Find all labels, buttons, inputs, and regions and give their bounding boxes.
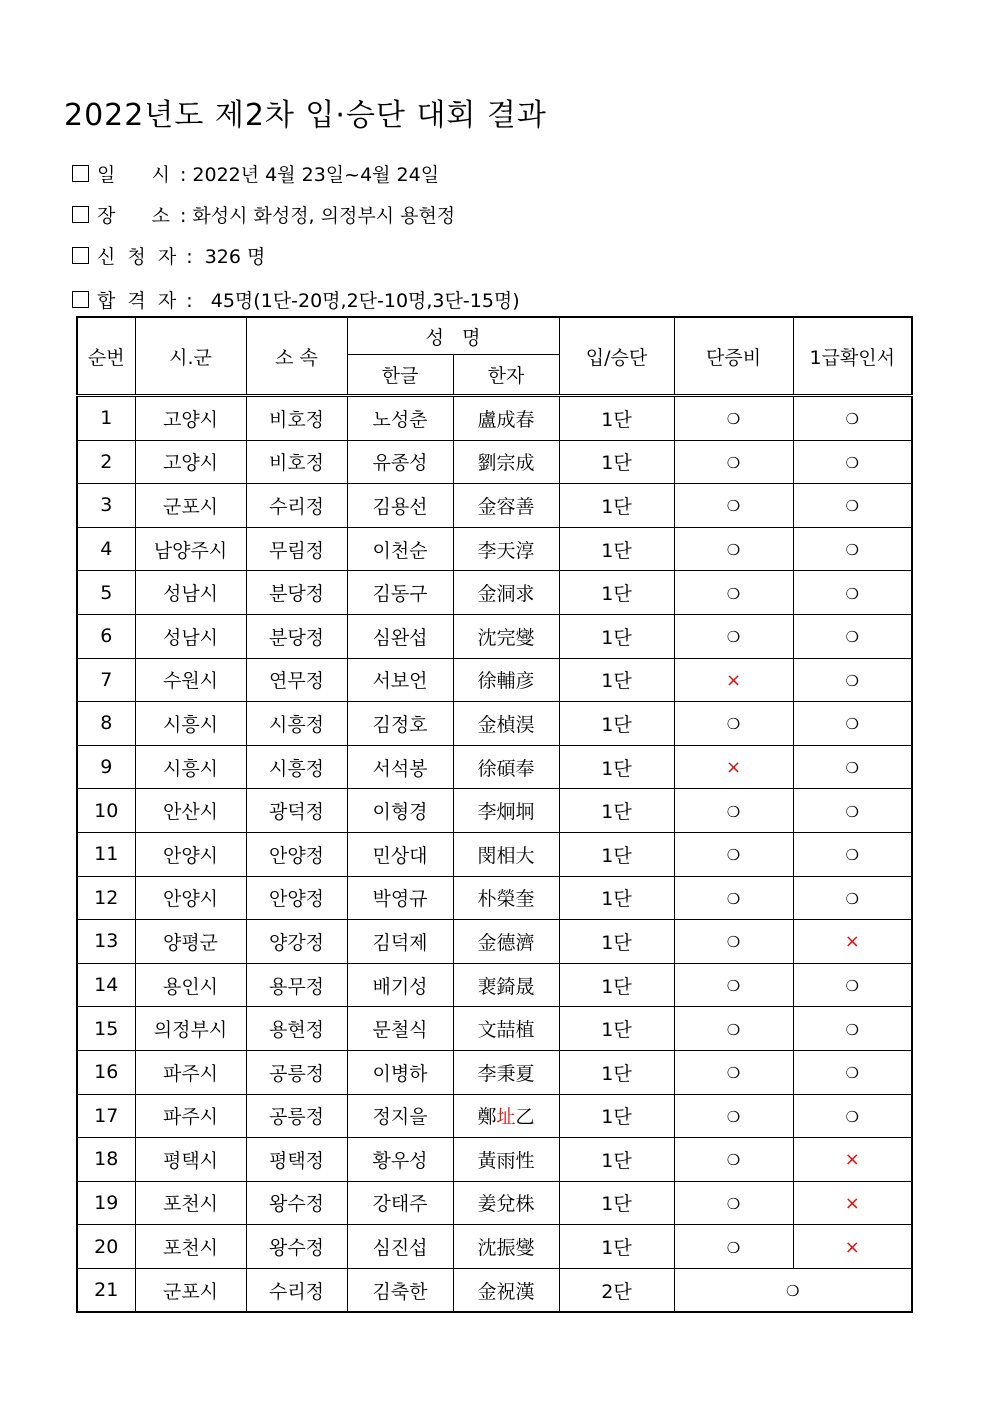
- cell-confirm: [793, 571, 912, 615]
- cell-hanja: 朴榮奎: [453, 876, 559, 920]
- cell-rank: 1단: [559, 484, 674, 528]
- cell-club: 수리정: [246, 1268, 347, 1312]
- circle-mark-icon: ❍: [726, 410, 741, 429]
- cell-hangul: 노성춘: [347, 396, 453, 441]
- cell-hanja: 金容善: [453, 484, 559, 528]
- cell-city: 남양주시: [135, 527, 246, 571]
- cell-club: 분당정: [246, 571, 347, 615]
- circle-mark-icon: ❍: [845, 1064, 859, 1083]
- cell-fee: [674, 876, 793, 920]
- circle-mark-icon: ❍: [726, 497, 741, 516]
- info-label: 장 소: [97, 205, 170, 227]
- cell-hangul: 김덕제: [347, 920, 453, 964]
- cell-hanja: 裵錡晟: [453, 963, 559, 1007]
- header-hangul: 한글: [347, 355, 453, 396]
- cell-fee: [674, 1138, 793, 1182]
- cell-hanja: 李炯坰: [453, 789, 559, 833]
- cell-no: 8: [77, 702, 135, 746]
- circle-mark-icon: ❍: [726, 1238, 741, 1257]
- circle-mark-icon: ❍: [845, 846, 859, 865]
- checkbox-square-icon: [72, 291, 89, 308]
- circle-mark-icon: ❍: [726, 977, 741, 996]
- cell-fee: [674, 1225, 793, 1269]
- cell-hangul: 박영규: [347, 876, 453, 920]
- cell-hangul: 정지을: [347, 1094, 453, 1138]
- circle-mark-icon: ❍: [845, 541, 859, 560]
- cell-hangul: 강태주: [347, 1181, 453, 1225]
- cell-rank: 1단: [559, 1225, 674, 1269]
- circle-mark-icon: ❍: [845, 1020, 859, 1039]
- cell-rank: 1단: [559, 571, 674, 615]
- cell-no: 13: [77, 920, 135, 964]
- cell-city: 성남시: [135, 571, 246, 615]
- cell-hanja: 鄭址乙: [453, 1094, 559, 1138]
- cell-fee: [674, 832, 793, 876]
- cross-mark-icon: ×: [725, 757, 742, 779]
- cell-hangul: 이병하: [347, 1050, 453, 1094]
- table-row: [77, 658, 912, 702]
- checkbox-square-icon: [72, 247, 89, 264]
- cell-no: 10: [77, 789, 135, 833]
- circle-mark-icon: ❍: [845, 759, 859, 778]
- info-value: : 2022년 4월 23일~4월 24일: [179, 164, 440, 186]
- cell-fee: [674, 396, 793, 441]
- header-hanja: 한자: [453, 355, 559, 396]
- cell-confirm: [793, 440, 912, 484]
- circle-mark-icon: ❍: [726, 933, 741, 952]
- page-title: 2022년도 제2차 입·승단 대회 결과: [64, 98, 547, 133]
- cell-hangul: 김축한: [347, 1268, 453, 1312]
- cell-city: 안양시: [135, 876, 246, 920]
- info-value: : 화성시 화성정, 의정부시 용현정: [179, 205, 456, 227]
- cell-rank: 1단: [559, 876, 674, 920]
- header-affiliation: 소 속: [246, 317, 347, 396]
- cell-fee: [674, 1050, 793, 1094]
- cell-club: 안양정: [246, 876, 347, 920]
- cell-club: 양강정: [246, 920, 347, 964]
- cell-club: 용현정: [246, 1007, 347, 1051]
- table-row: [77, 1225, 912, 1269]
- cell-confirm: [793, 963, 912, 1007]
- table-row: [77, 963, 912, 1007]
- cell-hanja: 姜兌株: [453, 1181, 559, 1225]
- cell-hanja: 沈完燮: [453, 614, 559, 658]
- cell-hanja: 閔相大: [453, 832, 559, 876]
- cell-city: 시흥시: [135, 702, 246, 746]
- cell-fee: [674, 658, 793, 702]
- cell-city: 성남시: [135, 614, 246, 658]
- circle-mark-icon: ❍: [726, 584, 741, 603]
- cell-rank: 1단: [559, 1181, 674, 1225]
- cell-fee: [674, 1007, 793, 1051]
- cell-fee: [674, 527, 793, 571]
- cell-city: 양평군: [135, 920, 246, 964]
- table-row: [77, 1138, 912, 1182]
- cell-confirm: [793, 1181, 912, 1225]
- cell-rank: 1단: [559, 1007, 674, 1051]
- cell-confirm: [793, 702, 912, 746]
- circle-mark-icon: ❍: [845, 628, 859, 647]
- cell-hangul: 김용선: [347, 484, 453, 528]
- cell-city: 용인시: [135, 963, 246, 1007]
- circle-mark-icon: ❍: [726, 715, 741, 734]
- info-value: : 326 명: [186, 246, 266, 268]
- cell-hangul: 이형경: [347, 789, 453, 833]
- circle-mark-icon: ❍: [845, 584, 859, 603]
- cell-hanja: 金楨淏: [453, 702, 559, 746]
- cell-hangul: 유종성: [347, 440, 453, 484]
- cell-city: 안양시: [135, 832, 246, 876]
- circle-mark-icon: ❍: [845, 671, 859, 690]
- cell-club: 비호정: [246, 396, 347, 441]
- cell-no: 20: [77, 1225, 135, 1269]
- cell-fee: [674, 1094, 793, 1138]
- table-row: [77, 527, 912, 571]
- info-line: [72, 160, 439, 187]
- cell-no: 5: [77, 571, 135, 615]
- cell-rank: 1단: [559, 702, 674, 746]
- cell-rank: 1단: [559, 789, 674, 833]
- cell-confirm: [793, 1094, 912, 1138]
- cross-mark-icon: ×: [844, 1192, 860, 1214]
- circle-mark-icon: ❍: [786, 1282, 800, 1301]
- cell-hangul: 서보언: [347, 658, 453, 702]
- circle-mark-icon: ❍: [726, 846, 741, 865]
- circle-mark-icon: ❍: [726, 541, 741, 560]
- cell-hanja: 文喆植: [453, 1007, 559, 1051]
- circle-mark-icon: ❍: [845, 453, 859, 472]
- circle-mark-icon: ❍: [726, 1020, 741, 1039]
- table-row: [77, 1050, 912, 1094]
- cell-club: 수리정: [246, 484, 347, 528]
- info-label: 일 시: [97, 164, 170, 186]
- cell-club: 광덕정: [246, 789, 347, 833]
- circle-mark-icon: ❍: [726, 453, 741, 472]
- cell-no: 11: [77, 832, 135, 876]
- cell-hanja: 沈振燮: [453, 1225, 559, 1269]
- cell-club: 무림정: [246, 527, 347, 571]
- cell-no: 12: [77, 876, 135, 920]
- info-line: [72, 286, 520, 313]
- cell-rank: 1단: [559, 527, 674, 571]
- circle-mark-icon: ❍: [845, 889, 859, 908]
- cell-confirm: [793, 1225, 912, 1269]
- cell-hangul: 김동구: [347, 571, 453, 615]
- cell-club: 비호정: [246, 440, 347, 484]
- circle-mark-icon: ❍: [726, 889, 741, 908]
- cell-no: 2: [77, 440, 135, 484]
- info-value: : 45명(1단-20명,2단-10명,3단-15명): [186, 290, 520, 312]
- table-row: [77, 832, 912, 876]
- cell-no: 6: [77, 614, 135, 658]
- header-rank: 입/승단: [559, 317, 674, 396]
- info-line: [72, 201, 455, 228]
- circle-mark-icon: ❍: [726, 1151, 741, 1170]
- cell-rank: 1단: [559, 396, 674, 441]
- cell-hanja: 金祝漢: [453, 1268, 559, 1312]
- header-city: 시.군: [135, 317, 246, 396]
- circle-mark-icon: ❍: [726, 1194, 741, 1213]
- cell-hangul: 민상대: [347, 832, 453, 876]
- table-row: [77, 1268, 912, 1312]
- table-row: [77, 702, 912, 746]
- cell-fee: [674, 571, 793, 615]
- cell-fee: [674, 745, 793, 789]
- cell-hanja: 盧成春: [453, 396, 559, 441]
- table-row: [77, 396, 912, 441]
- checkbox-square-icon: [72, 165, 89, 182]
- cell-confirm: [793, 1050, 912, 1094]
- cell-fee: [674, 920, 793, 964]
- cell-hangul: 서석봉: [347, 745, 453, 789]
- cell-fee: [674, 963, 793, 1007]
- cell-club: 왕수정: [246, 1181, 347, 1225]
- cell-confirm: [793, 1007, 912, 1051]
- cell-hangul: 황우성: [347, 1138, 453, 1182]
- cell-no: 1: [77, 396, 135, 441]
- highlighted-char: 址: [496, 1106, 516, 1129]
- cell-confirm: [793, 527, 912, 571]
- info-label: 신 청 자: [97, 246, 177, 268]
- cell-hangul: 문철식: [347, 1007, 453, 1051]
- table-row: [77, 484, 912, 528]
- circle-mark-icon: ❍: [845, 977, 859, 996]
- cell-hanja: 李秉夏: [453, 1050, 559, 1094]
- cross-mark-icon: ×: [844, 931, 860, 953]
- table-row: [77, 571, 912, 615]
- table-row: [77, 1181, 912, 1225]
- cross-mark-icon: ×: [844, 1149, 860, 1171]
- circle-mark-icon: ❍: [726, 628, 741, 647]
- cell-rank: 1단: [559, 832, 674, 876]
- cell-confirm: [793, 396, 912, 441]
- cell-club: 공릉정: [246, 1094, 347, 1138]
- info-label: 합 격 자: [97, 290, 177, 312]
- table-row: [77, 876, 912, 920]
- cell-confirm: [793, 484, 912, 528]
- cell-no: 3: [77, 484, 135, 528]
- cell-rank: 1단: [559, 1050, 674, 1094]
- cell-rank: 2단: [559, 1268, 674, 1312]
- cell-confirm: [793, 614, 912, 658]
- cell-hanja: 金德濟: [453, 920, 559, 964]
- cell-fee: [674, 440, 793, 484]
- cell-city: 군포시: [135, 484, 246, 528]
- cell-club: 분당정: [246, 614, 347, 658]
- header-fee: 단증비: [674, 317, 793, 396]
- cell-fee: [674, 789, 793, 833]
- cell-city: 안산시: [135, 789, 246, 833]
- cross-mark-icon: ×: [725, 669, 742, 691]
- cell-fee: [674, 614, 793, 658]
- cell-confirm: [793, 658, 912, 702]
- cell-no: 16: [77, 1050, 135, 1094]
- circle-mark-icon: ❍: [845, 410, 859, 429]
- cell-confirm: [793, 1138, 912, 1182]
- cell-city: 포천시: [135, 1225, 246, 1269]
- circle-mark-icon: ❍: [845, 802, 859, 821]
- checkbox-square-icon: [72, 206, 89, 223]
- cell-hangul: 심완섭: [347, 614, 453, 658]
- cell-club: 시흥정: [246, 702, 347, 746]
- cell-hanja: 徐碩奉: [453, 745, 559, 789]
- circle-mark-icon: ❍: [726, 1064, 741, 1083]
- cell-confirm: [793, 832, 912, 876]
- circle-mark-icon: ❍: [726, 1107, 741, 1126]
- cell-club: 용무정: [246, 963, 347, 1007]
- cell-city: 파주시: [135, 1050, 246, 1094]
- cell-no: 19: [77, 1181, 135, 1225]
- cell-club: 시흥정: [246, 745, 347, 789]
- cell-hanja: 劉宗成: [453, 440, 559, 484]
- cell-hangul: 이천순: [347, 527, 453, 571]
- cell-city: 고양시: [135, 396, 246, 441]
- cell-rank: 1단: [559, 1094, 674, 1138]
- cell-city: 파주시: [135, 1094, 246, 1138]
- circle-mark-icon: ❍: [845, 497, 859, 516]
- cell-confirm: [793, 920, 912, 964]
- cell-club: 공릉정: [246, 1050, 347, 1094]
- cell-city: 시흥시: [135, 745, 246, 789]
- cell-rank: 1단: [559, 658, 674, 702]
- cell-fee: [674, 484, 793, 528]
- header-name: 성 명: [347, 317, 559, 355]
- cell-rank: 1단: [559, 440, 674, 484]
- cell-hanja: 李天淳: [453, 527, 559, 571]
- cell-no: 15: [77, 1007, 135, 1051]
- table-row: [77, 920, 912, 964]
- cell-club: 왕수정: [246, 1225, 347, 1269]
- cell-rank: 1단: [559, 920, 674, 964]
- circle-mark-icon: ❍: [845, 1107, 859, 1126]
- info-line: [72, 242, 265, 269]
- cell-rank: 1단: [559, 614, 674, 658]
- cell-no: 14: [77, 963, 135, 1007]
- cell-no: 9: [77, 745, 135, 789]
- cell-confirm: [793, 745, 912, 789]
- cell-no: 18: [77, 1138, 135, 1182]
- cell-city: 의정부시: [135, 1007, 246, 1051]
- cell-city: 군포시: [135, 1268, 246, 1312]
- cell-no: 17: [77, 1094, 135, 1138]
- table-row: [77, 1007, 912, 1051]
- header-confirm: 1급확인서: [793, 317, 912, 396]
- cell-hanja: 徐輔彦: [453, 658, 559, 702]
- cell-rank: 1단: [559, 1138, 674, 1182]
- cell-fee: [674, 702, 793, 746]
- cell-city: 고양시: [135, 440, 246, 484]
- cell-city: 평택시: [135, 1138, 246, 1182]
- cell-rank: 1단: [559, 745, 674, 789]
- table-row: [77, 789, 912, 833]
- cell-club: 평택정: [246, 1138, 347, 1182]
- cell-no: 7: [77, 658, 135, 702]
- cell-hanja: 金洞求: [453, 571, 559, 615]
- cell-hanja: 黃雨性: [453, 1138, 559, 1182]
- cell-rank: 1단: [559, 963, 674, 1007]
- cell-fee: [674, 1268, 912, 1312]
- cell-club: 안양정: [246, 832, 347, 876]
- cell-hangul: 심진섭: [347, 1225, 453, 1269]
- cell-no: 21: [77, 1268, 135, 1312]
- circle-mark-icon: ❍: [845, 715, 859, 734]
- cell-hangul: 배기성: [347, 963, 453, 1007]
- cell-confirm: [793, 876, 912, 920]
- cell-confirm: [793, 789, 912, 833]
- cell-club: 연무정: [246, 658, 347, 702]
- table-row: [77, 745, 912, 789]
- cell-hangul: 김정호: [347, 702, 453, 746]
- header-no: 순번: [77, 317, 135, 396]
- cell-fee: [674, 1181, 793, 1225]
- cross-mark-icon: ×: [844, 1236, 860, 1258]
- circle-mark-icon: ❍: [726, 802, 741, 821]
- cell-no: 4: [77, 527, 135, 571]
- results-table: [76, 316, 913, 1313]
- cell-city: 수원시: [135, 658, 246, 702]
- table-row: [77, 440, 912, 484]
- cell-city: 포천시: [135, 1181, 246, 1225]
- table-row: [77, 614, 912, 658]
- table-row: [77, 1094, 912, 1138]
